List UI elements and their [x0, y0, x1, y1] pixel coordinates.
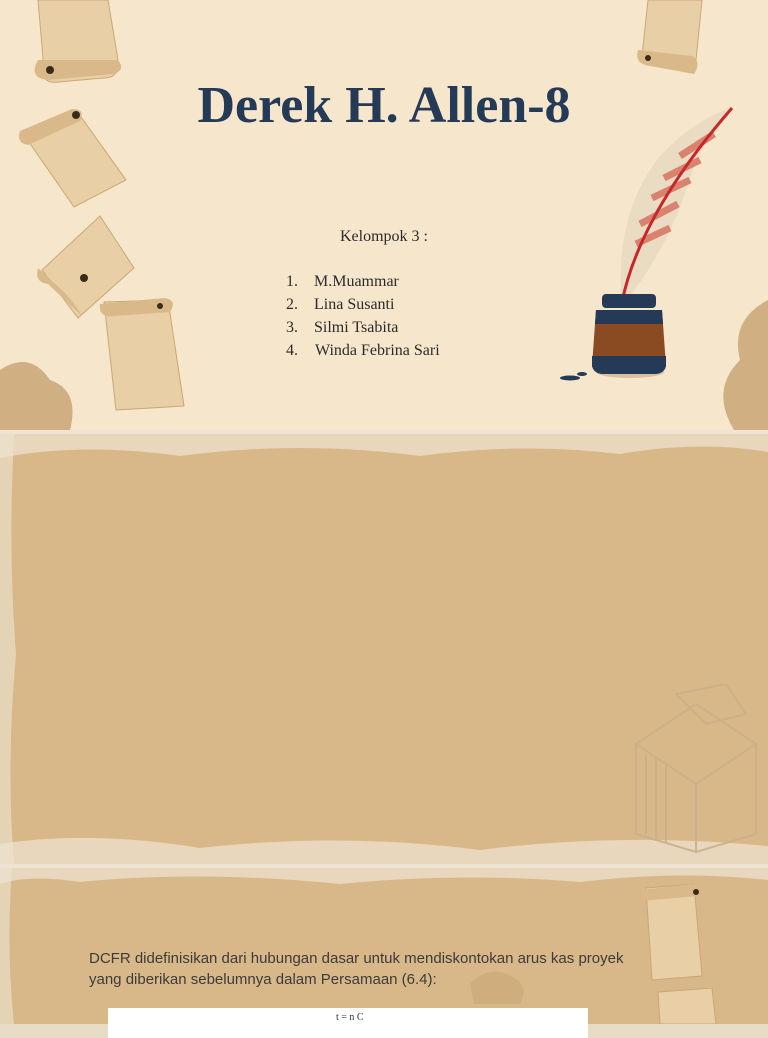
- member-name: Lina Susanti: [314, 296, 395, 313]
- list-number: 4.: [286, 342, 298, 359]
- ink-pot-icon: [556, 290, 676, 386]
- list-number: 2.: [286, 296, 298, 313]
- equation-image: [108, 1008, 588, 1038]
- member-name: Winda Febrina Sari: [315, 342, 440, 359]
- member-name: M.Muammar: [314, 273, 399, 290]
- equation-fragment: t = n C: [336, 1012, 364, 1023]
- list-item: [286, 293, 440, 316]
- scroll-icon: [650, 988, 720, 1024]
- slide-dcfr-definition: [0, 868, 768, 1024]
- list-item: [286, 316, 440, 339]
- member-list: [286, 270, 440, 362]
- scroll-icon: [98, 296, 198, 416]
- member-name: Silmi Tsabita: [314, 319, 399, 336]
- scroll-icon: [630, 0, 710, 82]
- paint-splash: [0, 350, 90, 430]
- list-item: [286, 270, 440, 293]
- page-title: Derek H. Allen-8: [197, 77, 571, 134]
- body-paragraph: DCFR didefinisikan dari hubungan dasar untuk mendiskontokan arus kas proyek yang diberikan sebelumnya dalam Persamaan (6.4):: [89, 950, 624, 988]
- list-number: 3.: [286, 319, 298, 336]
- paint-splash: [710, 300, 768, 430]
- slide-title: [0, 0, 768, 430]
- list-number: 1.: [286, 273, 298, 290]
- slide-dcfr: [0, 434, 768, 864]
- group-label: Kelompok 3 :: [340, 228, 428, 245]
- list-item: [286, 339, 440, 362]
- books-icon: [626, 684, 766, 854]
